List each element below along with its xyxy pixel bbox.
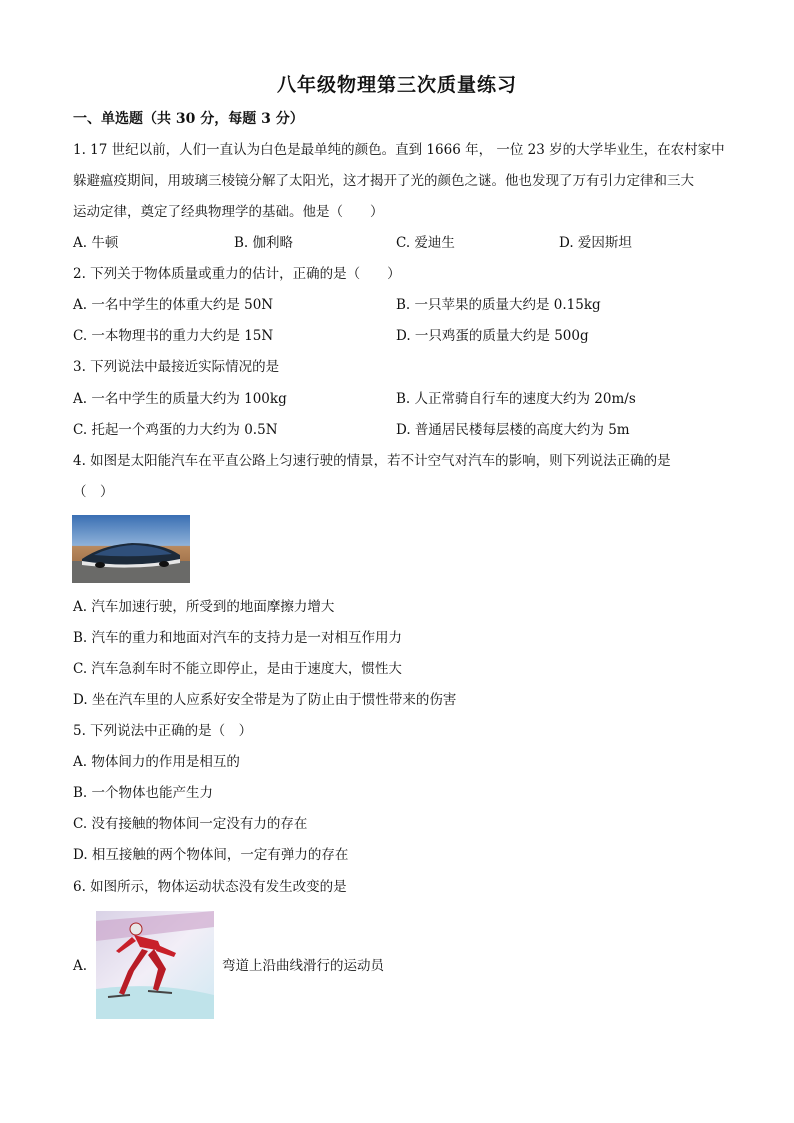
q4-option-b: B. 汽车的重力和地面对汽车的支持力是一对相互作用力: [73, 630, 403, 646]
q2-stem: 2. 下列关于物体质量或重力的估计，正确的是（ ）: [73, 266, 401, 282]
q1-line2: 躲避瘟疫期间，用玻璃三棱镜分解了太阳光，这才揭开了光的颜色之谜。他也发现了万有引力定律和三大: [73, 173, 694, 189]
q1-line3: 运动定律，奠定了经典物理学的基础。他是（ ）: [73, 204, 384, 220]
car-wheel-front: [95, 562, 105, 568]
skater-helmet: [130, 923, 142, 935]
q1-option-c: C. 爱迪生: [396, 235, 455, 251]
q5-option-a: A. 物体间力的作用是相互的: [73, 754, 240, 770]
q4-option-a: A. 汽车加速行驶，所受到的地面摩擦力增大: [73, 599, 335, 615]
car-wheel-rear: [159, 561, 169, 567]
q5-stem: 5. 下列说法中正确的是（ ）: [73, 723, 253, 739]
q5-option-c: C. 没有接触的物体间一定没有力的存在: [73, 816, 308, 832]
q4-line1: 4. 如图是太阳能汽车在平直公路上匀速行驶的情景，若不计空气对汽车的影响，则下列说法正确的是: [73, 453, 671, 469]
q2-option-d: D. 一只鸡蛋的质量大约是 500g: [396, 328, 589, 344]
q1-option-a: A. 牛顿: [73, 235, 119, 251]
page-title: 八年级物理第三次质量练习: [276, 74, 517, 96]
q4-line2: （ ）: [73, 484, 114, 500]
q1-option-d: D. 爱因斯坦: [559, 235, 632, 251]
q5-option-d: D. 相互接触的两个物体间，一定有弹力的存在: [73, 847, 349, 863]
q2-option-a: A. 一名中学生的体重大约是 50N: [73, 297, 274, 313]
q3-stem: 3. 下列说法中最接近实际情况的是: [73, 359, 280, 375]
q3-option-d: D. 普通居民楼每层楼的高度大约为 5m: [396, 422, 630, 438]
q2-option-b: B. 一只苹果的质量大约是 0.15kg: [396, 297, 601, 313]
q1-option-b: B. 伽利略: [234, 235, 294, 251]
q3-option-b: B. 人正常骑自行车的速度大约为 20m/s: [396, 391, 636, 407]
q6-option-a-text: 弯道上沿曲线滑行的运动员: [222, 958, 384, 974]
q6-option-a-letter: A.: [73, 958, 88, 974]
solar-car-image: [72, 515, 190, 583]
q5-option-b: B. 一个物体也能产生力: [73, 785, 214, 801]
q2-option-c: C. 一本物理书的重力大约是 15N: [73, 328, 274, 344]
q6-stem: 6. 如图所示，物体运动状态没有发生改变的是: [73, 879, 347, 895]
q4-option-c: C. 汽车急刹车时不能立即停止，是由于速度大，惯性大: [73, 661, 402, 677]
skater-image: [96, 911, 214, 1019]
q4-option-d: D. 坐在汽车里的人应系好安全带是为了防止由于惯性带来的伤害: [73, 692, 457, 708]
q3-option-c: C. 托起一个鸡蛋的力大约为 0.5N: [73, 422, 278, 438]
section-heading: 一、单选题（共 30 分，每题 3 分）: [73, 111, 304, 127]
q3-option-a: A. 一名中学生的质量大约为 100kg: [73, 391, 287, 407]
q1-line1: 1. 17 世纪以前，人们一直认为白色是最单纯的颜色。直到 1666 年， 一位 23 岁的大学毕业生，在农村家中: [73, 142, 725, 158]
